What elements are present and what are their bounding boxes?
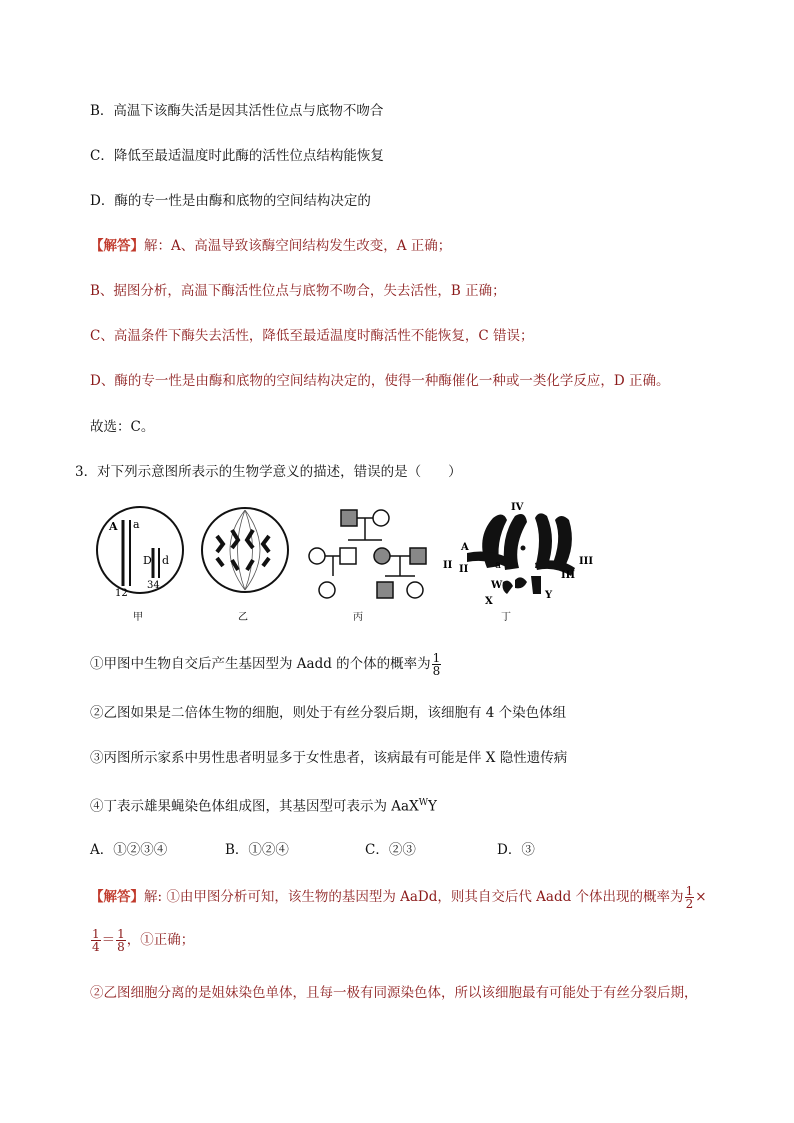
svg-text:II: II — [459, 564, 469, 575]
answer-choice: 故选：C。 — [90, 419, 155, 435]
answer3-tag: 【解答】 — [90, 889, 144, 905]
answer-line-4: D、酶的专一性是由酶和底物的空间结构决定的，使得一种酶催化一种或一类化学反应，D 正确。 — [90, 373, 670, 389]
choice-d: D．③ — [497, 842, 535, 858]
svg-text:II: II — [443, 560, 453, 571]
figure-bing — [309, 510, 426, 623]
svg-text:Y: Y — [545, 590, 553, 601]
option-d: D．酶的专一性是由酶和底物的空间结构决定的 — [90, 193, 371, 209]
question-3-figures — [95, 498, 615, 632]
figure-jia — [97, 507, 183, 623]
choice-b: B．①②④ — [225, 842, 289, 858]
svg-text:d: d — [162, 554, 170, 567]
option-c: C．降低至最适温度时此酶的活性位点结构能恢复 — [90, 148, 384, 164]
label-jia: 甲 — [133, 612, 143, 623]
svg-text:III: III — [579, 556, 594, 567]
svg-text:A: A — [109, 520, 118, 533]
label-ding: 丁 — [501, 612, 511, 623]
answer-line-3: C、高温条件下酶失去活性，降低至最适温度时酶活性不能恢复，C 错误； — [90, 328, 534, 344]
statement-2: ②乙图如果是二倍体生物的细胞，则处于有丝分裂后期，该细胞有 4 个染色体组 — [90, 705, 567, 721]
svg-text:X: X — [485, 596, 493, 607]
figure-yi — [202, 508, 288, 623]
svg-text:IV: IV — [511, 502, 524, 513]
statement-3: ③丙图所示家系中男性患者明显多于女性患者，该病最有可能是伴 X 隐性遗传病 — [90, 750, 568, 766]
answer-line-2: B、据图分析，高温下酶活性位点与底物不吻合，失去活性，B 正确； — [90, 283, 506, 299]
svg-text:a: a — [495, 560, 501, 571]
svg-text:34: 34 — [147, 580, 160, 591]
answer3-line-3: ②乙图细胞分离的是姐妹染色单体，且每一极有同源染色体，所以该细胞最有可能处于有丝分裂后期， — [90, 985, 698, 1001]
answer3-line-2: $\frac{1}{4}$ ＝ $\frac{1}{8}$ ，①正确； — [92, 927, 195, 954]
choice-c: C．②③ — [365, 842, 416, 858]
statement-4: ④丁表示雄果蝇染色体组成图，其基因型可表示为 AaX$^W$Y — [90, 798, 437, 815]
fraction-1-8: $\frac{1}{8}$ — [432, 651, 441, 678]
figure-ding — [443, 502, 593, 623]
svg-text:W: W — [491, 580, 503, 591]
label-yi: 乙 — [238, 612, 248, 623]
statement-1: ①甲图中生物自交后产生基因型为 Aadd 的个体的概率为 $\frac{1}{8}$ — [90, 651, 441, 678]
svg-text:12: 12 — [115, 588, 128, 599]
option-b: B．高温下该酶失活是因其活性位点与底物不吻合 — [90, 103, 384, 119]
svg-text:A: A — [461, 542, 469, 553]
answer-line-1: 【解答】解：A、高温导致该酶空间结构发生改变，A 正确； — [90, 238, 452, 254]
svg-text:III: III — [561, 570, 576, 581]
label-bing: 丙 — [353, 612, 363, 623]
svg-text:a: a — [133, 518, 140, 531]
answer-tag: 【解答】 — [90, 238, 144, 254]
question-3-stem: 3．对下列示意图所表示的生物学意义的描述，错误的是（ ） — [75, 464, 462, 480]
answer3-line-1: 【解答】解: ①由甲图分析可知，该生物的基因型为 AaDd，则其自交后代 Aadd 个体出现的概率为 $\frac{1}{2}$ × — [90, 884, 707, 911]
svg-text:D: D — [143, 554, 152, 567]
choice-a: A．①②③④ — [90, 842, 168, 858]
